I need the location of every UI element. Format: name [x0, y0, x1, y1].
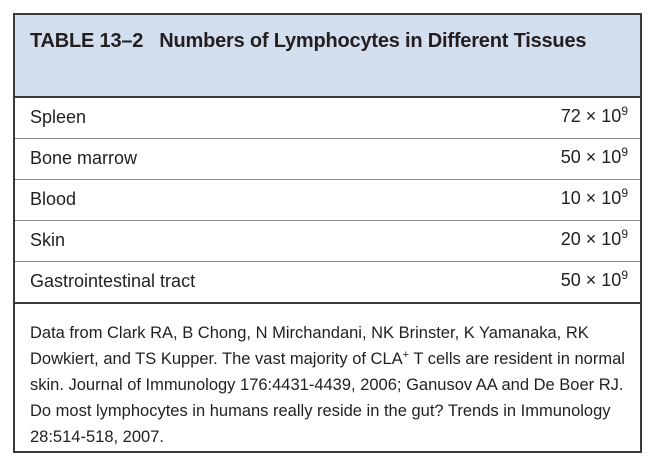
row-count: $10 \times 10^9$ [560, 186, 628, 208]
table-title [30, 27, 590, 56]
table-row [15, 180, 640, 221]
table-title-text: Numbers of Lymphocytes in Different Tissues [159, 30, 587, 52]
table-row [15, 221, 640, 262]
table-header [15, 15, 640, 98]
lymphocyte-table [13, 13, 642, 453]
row-count: $50 \times 10^9$ [560, 145, 628, 167]
row-count: $50 \times 10^9$ [560, 268, 628, 290]
row-tissue: Blood [30, 189, 77, 209]
row-count: $72 \times 10^9$ [560, 104, 628, 126]
row-tissue: Skin [30, 230, 66, 250]
row-count: $20 \times 10^9$ [560, 227, 628, 249]
row-tissue: Bone marrow [30, 148, 138, 168]
table-row [15, 98, 640, 139]
table-row [15, 262, 640, 304]
table-number: TABLE 13–2 [30, 30, 144, 52]
row-tissue: Gastrointestinal tract [30, 271, 196, 291]
table-row [15, 139, 640, 180]
row-tissue: Spleen [30, 107, 87, 127]
table-footnote: Data from Clark RA, B Chong, N Mirchandani, NK Brinster, K Yamanaka, RK Dowkiert, and TS Kupper. The vast majority of CLA+ T cells are resident in normal skin. Journal of Immunology 176:4431-4439, 2006; Ganusov AA and De Boer RJ. Do most lymphocytes in humans really reside in the gut? Trends in Immunology 28:514-518, 2007. [30, 324, 625, 446]
